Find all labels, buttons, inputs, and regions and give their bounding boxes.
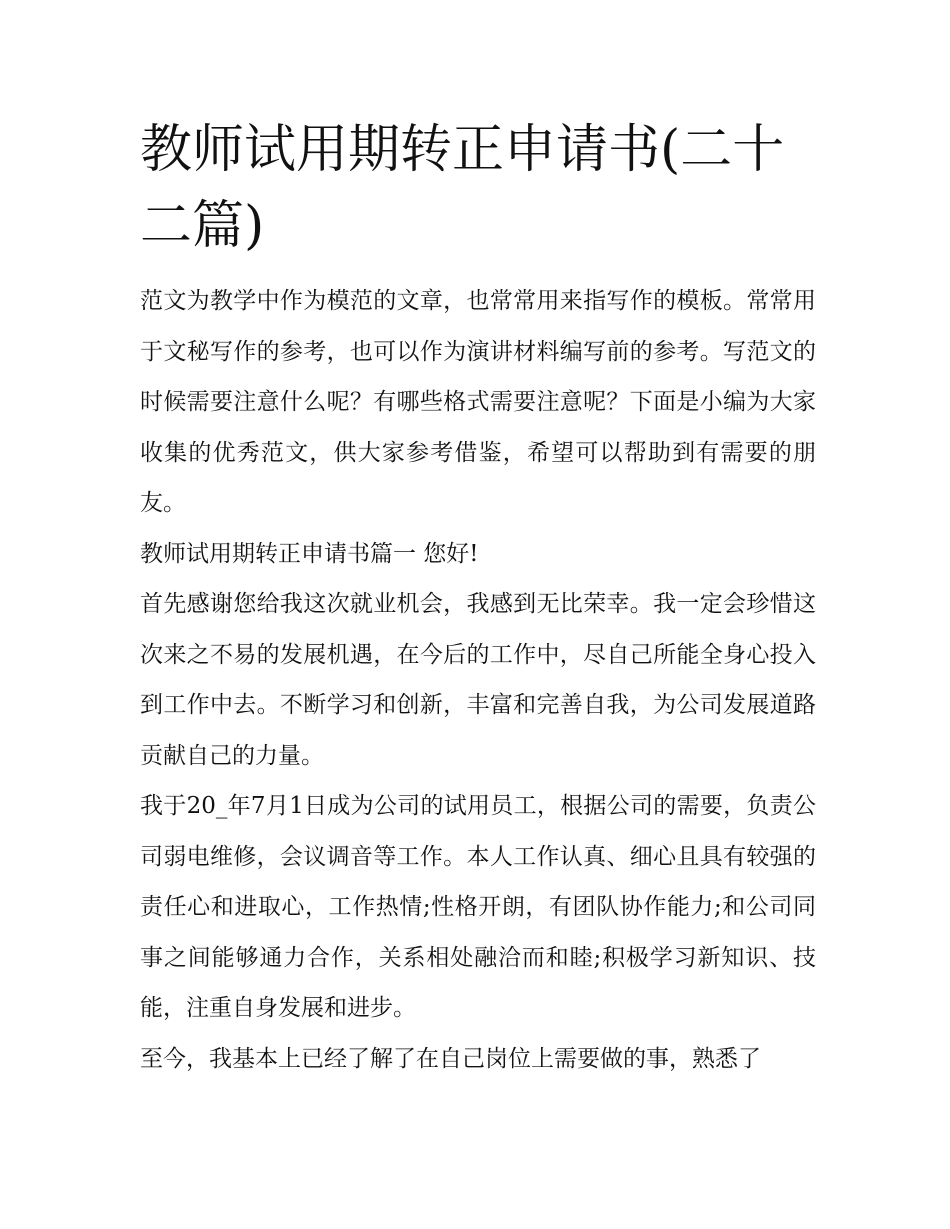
document-title: 教师试用期转正申请书(二十二篇) <box>140 120 785 256</box>
paragraph-intro: 范文为教学中作为模范的文章，也常常用来指写作的模板。常常用于文秘写作的参考，也可以作为演讲材料编写前的参考。写范文的时候需要注意什么呢？有哪些格式需要注意呢？下面是小编为大家收集的优秀范文，供大家参考借鉴，希望可以帮助到有需要的朋友。 <box>140 288 816 516</box>
paragraph-heading-greeting: 教师试用期转正申请书篇一 您好! <box>140 540 479 567</box>
paragraph-work-duties: 我于20_年7月1日成为公司的试用员工，根据公司的需要，负责公司弱电维修，会议调音等工作。本人工作认真、细心且具有较强的责任心和进取心，工作热情;性格开朗，有团队协作能力;和公司同事之间能够通力合作，关系相处融洽而和睦;积极学习新知识、技能，注重自身发展和进步。 <box>140 793 816 1021</box>
paragraph-progress: 至今，我基本上已经了解了在自己岗位上需要做的事，熟悉了 <box>140 1045 761 1072</box>
paragraph-thanks: 首先感谢您给我这次就业机会，我感到无比荣幸。我一定会珍惜这次来之不易的发展机遇，在今后的工作中，尽自己所能全身心投入到工作中去。不断学习和创新，丰富和完善自我，为公司发展道路贡献自己的力量。 <box>140 591 816 769</box>
document-body <box>140 276 816 1084</box>
